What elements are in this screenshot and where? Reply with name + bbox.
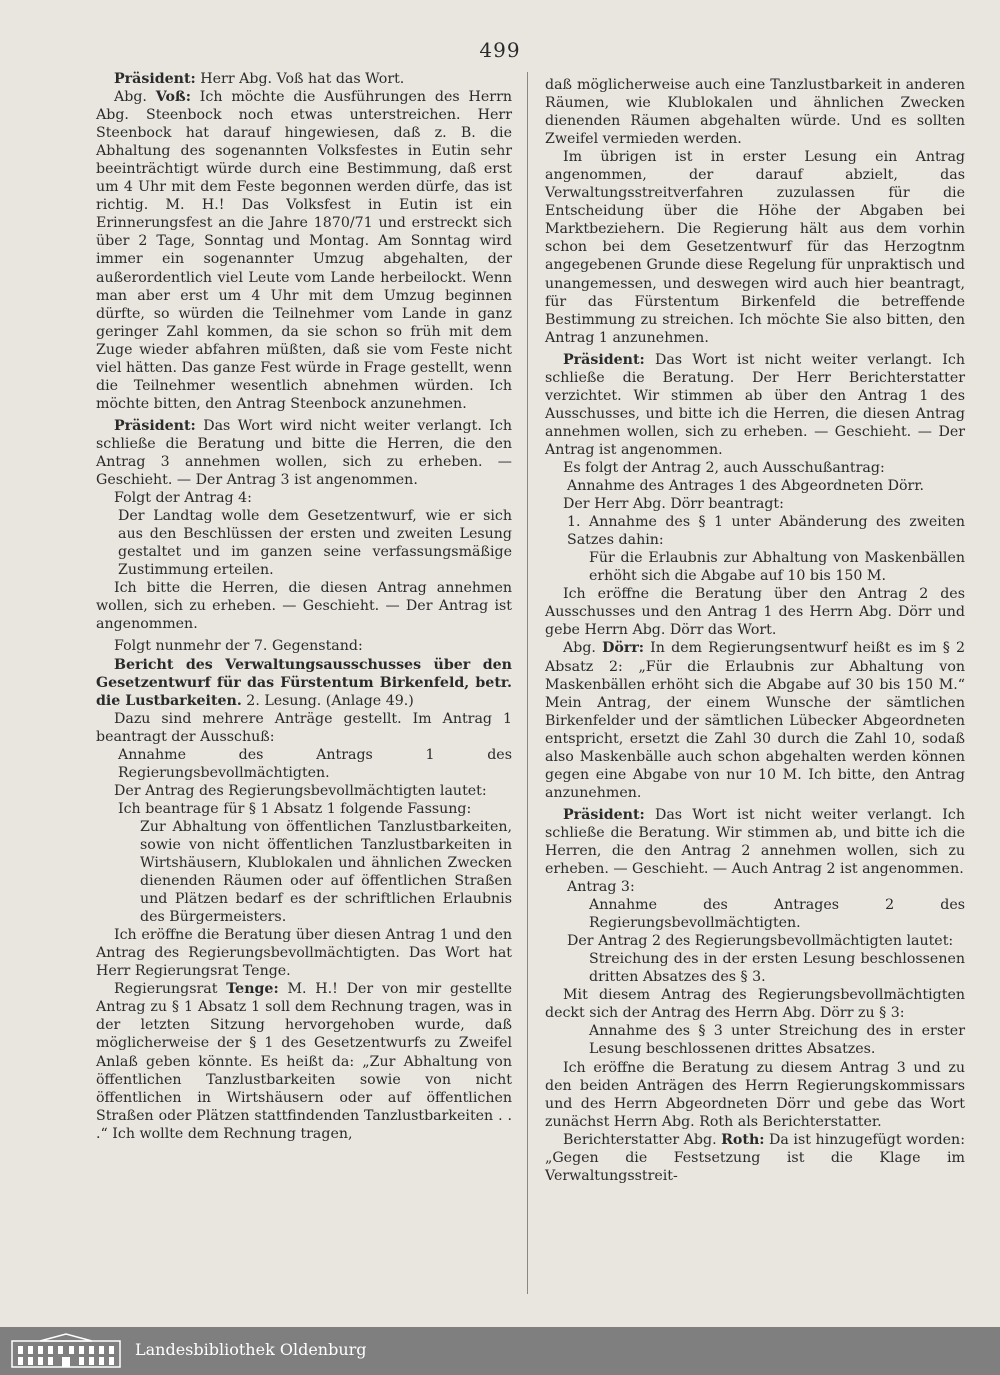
paragraph: Ich bitte die Herren, die diesen Antrag annehmen wollen, sich zu erheben. — Geschieht. — Der Antrag ist angenommen. — [96, 580, 512, 633]
paragraph: Folgt der Antrag 4: — [114, 490, 252, 507]
paragraph — [96, 88, 512, 413]
paragraph: Mit diesem Antrag des Regierungsbevollmächtigten deckt sich der Antrag des Herrn Abg. Dörr zu § 3: — [545, 987, 965, 1022]
quoted-motion-text: Für die Erlaubnis zur Abhaltung von Maskenbällen erhöht sich die Abgabe auf 10 bis 150 M. — [589, 550, 965, 585]
paragraph — [96, 980, 512, 1142]
quoted-motion: Der Landtag wolle dem Gesetzentwurf, wie er sich aus den Beschlüssen der ersten und zweiten Lesung gestaltet und im ganzen seine verfassungsmäßige Zustimmung erteilen. — [118, 508, 512, 579]
library-building-icon — [10, 1333, 122, 1369]
agenda-title-bold: Bericht des Verwaltungsausschusses über den Gesetzentwurf für das Fürstentum Birkenfeld, betr. die Lustbarkeiten. — [96, 656, 512, 709]
paragraph — [96, 417, 512, 489]
paragraph: Antrag 3: — [567, 879, 635, 896]
speaker-label: Roth: — [721, 1131, 765, 1148]
quoted-motion: Annahme des § 3 unter Streichung des in erster Lesung beschlossenen drittes Absatzes. — [589, 1023, 965, 1058]
paragraph-text: M. H.! Der von mir gestellte Antrag zu § 1 Absatz 1 soll dem Rechnung tragen, was in der letzten Sitzung hervorgehoben wurde, daß möglicherweise der § 1 des Gesetzentwurfs zu Zweifel Anlaß geben könnte. Es heißt da: „Zur Abhaltung von öffentlichen Tanzlustbarkeiten sowie von nicht öffentlichen in Wirtshäusern oder auf öffentlichen Straßen oder Plätzen stattfindenden Tanzlustbarkeiten . . .“ Ich wollte dem Rechnung tragen, — [96, 981, 512, 1142]
library-footer — [0, 1327, 1000, 1375]
quoted-motion: Annahme des Antrags 1 des Regierungsbevollmächtigten. — [118, 746, 512, 781]
speaker-label: Präsident: — [114, 71, 196, 87]
speaker-label: Voß: — [155, 89, 191, 106]
agenda-item-title — [96, 656, 512, 710]
speaker-label: Tenge: — [226, 981, 279, 998]
paragraph: Folgt nunmehr der 7. Gegenstand: — [114, 638, 363, 655]
speaker-prefix: Berichterstatter Abg. — [563, 1131, 722, 1148]
paragraph — [545, 1131, 965, 1185]
paragraph: Dazu sind mehrere Anträge gestellt. Im Antrag 1 beantragt der Ausschuß: — [96, 710, 512, 745]
paragraph-text: Das Wort ist nicht weiter verlangt. Ich schließe die Beratung. Wir stimmen ab, und bitte ich die Herren, die den Antrag 2 annehmen wollen, sich zu erheben. — Geschieht. — Auch Antrag 2 ist angenommen. — [545, 806, 965, 878]
speaker-label: Präsident: — [563, 806, 645, 823]
quoted-motion: Ich beantrage für § 1 Absatz 1 folgende Fassung: — [118, 800, 472, 817]
paragraph-text: Herr Abg. Voß hat das Wort. — [195, 71, 405, 87]
speaker-prefix: Abg. — [114, 89, 156, 106]
paragraph — [96, 70, 512, 88]
speaker-label: Dörr: — [602, 640, 645, 657]
left-column — [96, 70, 512, 1143]
right-column — [545, 76, 965, 1185]
paragraph: daß möglicherweise auch eine Tanzlustbarkeit in anderen Räumen, wie Klublokalen und ähnlichen Zwecken dienenden Räumen abgehalten würde. Und es sollten Zweifel vermieden werden. — [545, 77, 965, 148]
quoted-motion-text: Zur Abhaltung von öffentlichen Tanzlustbarkeiten, sowie von nicht öffentlichen Tanzlustbarkeiten in Wirtshäusern, Klublokalen und ähnlichen Zwecken dienenden Räumen oder auf öffentlichen Straßen und Plätzen bedarf es der schriftlichen Erlaubnis des Bürgermeisters. — [140, 818, 512, 926]
library-name: Landesbibliothek Oldenburg — [135, 1340, 367, 1359]
paragraph-text: Ich möchte die Ausführungen des Herrn Abg. Steenbock noch etwas unterstreichen. Herr Steenbock hat darauf hingewiesen, daß z. B. die Abhaltung des sogenannten Volksfestes in Eutin sehr beeinträchtigt würde durch eine Bestimmung, daß erst um 4 Uhr mit dem Feste begonnen werden dürfe, das ist richtig. M. H.! Das Volksfest in Eutin ist ein Erinnerungsfest an die Jahre 1870/71 und erstreckt sich über 2 Tage, Sonntag und Montag. Am Sonntag wird immer ein sogenannter Umzug abgehalten, der außerordentlich viel Leute vom Lande herbeilockt. Wenn man aber erst um 4 Uhr mit dem Umzug beginnen dürfte, so würden die Teilnehmer vom Lande in ganz geringer Zahl kommen, da sie schon so früh mit dem Zuge wieder abfahren müßten, daß sie vom Feste nicht viel hätten. Das ganze Fest würde in Frage gestellt, wenn die Teilnehmer wesentlich abnehmen würden. Ich möchte bitten, den Antrag Steenbock anzunehmen. — [96, 89, 512, 412]
paragraph: Der Herr Abg. Dörr beantragt: — [563, 496, 784, 513]
paragraph: Der Antrag 2 des Regierungsbevollmächtigten lautet: — [567, 933, 954, 950]
quoted-motion: Annahme des Antrages 1 des Abgeordneten Dörr. — [567, 478, 925, 495]
speaker-label: Präsident: — [114, 417, 196, 434]
paragraph-text: Das Wort wird nicht weiter verlangt. Ich schließe die Beratung und bitte die Herren, die den Antrag 3 annehmen wollen, sich zu erheben. — Geschieht. — Der Antrag 3 ist angenommen. — [96, 417, 512, 489]
paragraph: Es folgt der Antrag 2, auch Ausschußantrag: — [563, 459, 885, 476]
paragraph — [545, 639, 965, 801]
column-divider — [527, 72, 528, 1294]
paragraph: Der Antrag des Regierungsbevollmächtigten lautet: — [114, 782, 487, 799]
paragraph — [545, 806, 965, 878]
page-number: 499 — [479, 38, 521, 62]
paragraph: Ich eröffne die Beratung über diesen Antrag 1 und den Antrag des Regierungsbevollmächtigten. Das Wort hat Herr Regierungsrat Tenge. — [96, 927, 512, 980]
quoted-motion: 1. Annahme des § 1 unter Abänderung des zweiten Satzes dahin: — [567, 514, 965, 549]
speaker-label: Präsident: — [563, 351, 645, 368]
paragraph-text: Das Wort ist nicht weiter verlangt. Ich schließe die Beratung. Der Herr Berichterstatter verzichtet. Wir stimmen ab über den Antrag 1 des Ausschusses, und bitte ich die Herren, die diesen Antrag annehmen wollen, sich zu erheben. — Geschieht. — Der Antrag ist angenommen. — [545, 351, 965, 458]
speaker-prefix: Abg. — [563, 640, 603, 657]
paragraph: Im übrigen ist in erster Lesung ein Antrag angenommen, der darauf abzielt, das Verwaltungsstreitverfahren zuzulassen für die Entscheidung über die Höhe der Abgaben bei Marktbeziehern. Die Regierung hält aus dem vorhin schon bei dem Gesetzentwurf für das Herzogtnm angegebenen Grunde diese Regelung für unpraktisch und unangemessen, und deswegen wird auch hier beantragt, für das Fürstentum Birkenfeld die betreffende Bestimmung zu streichen. Ich möchte Sie also bitten, den Antrag 1 anzunehmen. — [545, 149, 965, 346]
speaker-prefix: Regierungsrat — [114, 981, 227, 998]
quoted-motion: Streichung des in der ersten Lesung beschlossenen dritten Absatzes des § 3. — [589, 951, 965, 986]
quoted-motion: Annahme des Antrages 2 des Regierungsbevollmächtigten. — [589, 897, 965, 932]
paragraph: Ich eröffne die Beratung zu diesem Antrag 3 und zu den beiden Anträgen des Herrn Regierungskommissars und des Herrn Abgeordneten Dörr und gebe das Wort zunächst Herrn Abg. Roth als Berichterstatter. — [545, 1059, 965, 1130]
paragraph — [545, 351, 965, 459]
agenda-title-suffix: 2. Lesung. (Anlage 49.) — [241, 692, 414, 709]
paragraph: Ich eröffne die Beratung über den Antrag 2 des Ausschusses und den Antrag 1 des Herrn Abg. Dörr und gebe Herrn Abg. Dörr das Wort. — [545, 586, 965, 639]
paragraph-text: In dem Regierungsentwurf heißt es im § 2 Absatz 2: „Für die Erlaubnis zur Abhaltung von Maskenbällen erhöht sich die Abgabe auf 30 bis 150 M.“ Mein Antrag, der einem Wunsche der sämtlichen Birkenfelder und der sämtlichen Lübecker Abgeordneten entspricht, ersetzt die Zahl 30 durch die Zahl 10, sodaß also Maskenbälle auch schon abgehalten werden können gegen eine Abgabe von nur 10 M. Ich bitte, den Antrag anzunehmen. — [545, 640, 965, 801]
paragraph-text: Da ist hinzugefügt worden: „Gegen die Festsetzung ist die Klage im Verwaltungsstreit- — [545, 1131, 965, 1184]
